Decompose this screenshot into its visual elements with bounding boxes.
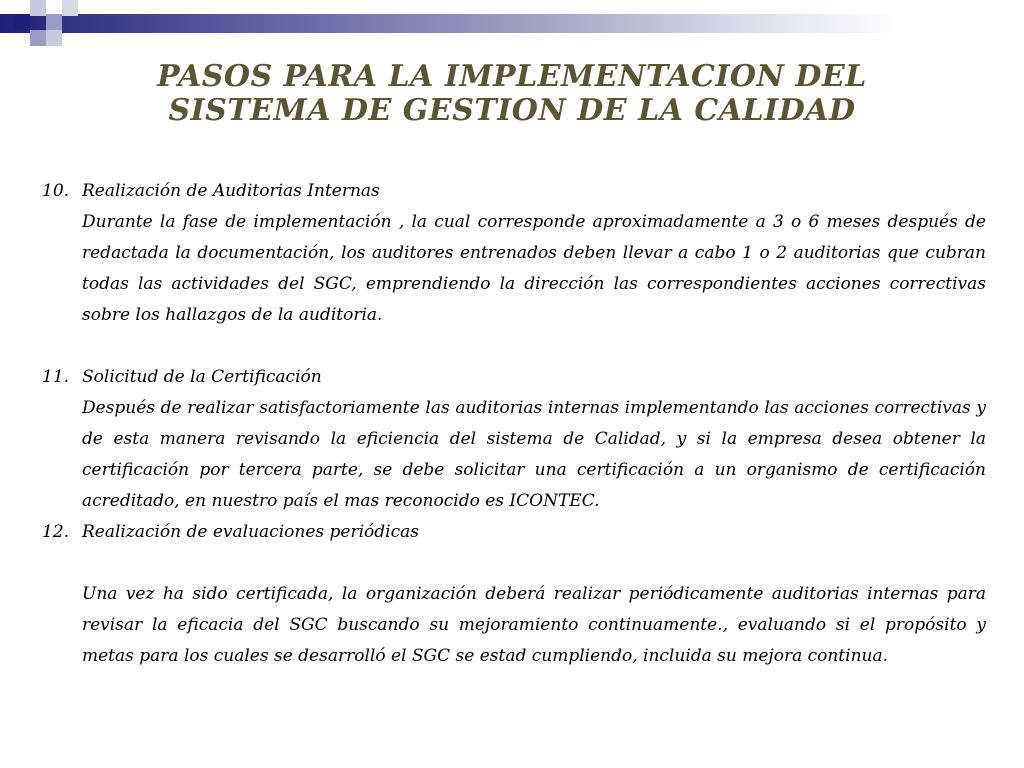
item-number: 10. [42, 181, 70, 201]
item-number: 12. [42, 522, 70, 542]
slide-title [60, 60, 964, 128]
decor-square [46, 14, 62, 30]
item-heading: Realización de Auditorias Internas [82, 181, 380, 201]
decor-square [30, 0, 46, 16]
header-decoration [0, 0, 1024, 52]
header-gradient-bar [0, 14, 1024, 33]
item-body: Una vez ha sido certificada, la organización deberá realizar periódicamente auditorias internas para revisar la eficacia del SGC buscando su mejoramiento continuamente., evaluando si el propósito y metas para los cuales se desarrolló el SGC se estad cumpliendo, incluida su mejora continua. [82, 584, 986, 666]
spacer [42, 548, 986, 579]
slide-content [42, 176, 986, 672]
item-heading: Solicitud de la Certificación [82, 367, 322, 387]
spacer [42, 331, 986, 362]
decor-square [30, 30, 46, 46]
list-item [42, 362, 986, 517]
list-item [42, 517, 986, 672]
decor-square [46, 30, 62, 46]
title-line-2: SISTEMA DE GESTION DE LA CALIDAD [168, 93, 856, 128]
title-line-1: PASOS PARA LA IMPLEMENTACION DEL [157, 59, 867, 94]
item-heading: Realización de evaluaciones periódicas [82, 522, 419, 542]
decor-square [62, 0, 78, 16]
item-number: 11. [42, 367, 70, 387]
item-body: Durante la fase de implementación , la cual corresponde aproximadamente a 3 o 6 meses después de redactada la documentación, los auditores entrenados deben llevar a cabo 1 o 2 auditorias que cubran todas las actividades del SGC, emprendiendo la dirección las correspondientes acciones correctivas sobre los hallazgos de la auditoria. [82, 212, 986, 325]
decor-square [14, 14, 30, 30]
item-body: Después de realizar satisfactoriamente las auditorias internas implementando las acciones correctivas y de esta manera revisando la eficiencia del sistema de Calidad, y si la empresa desea obtener la certificación por tercera parte, se debe solicitar una certificación a un organismo de certificación acreditado, en nuestro país el mas reconocido es ICONTEC. [82, 398, 986, 511]
list-item [42, 176, 986, 331]
